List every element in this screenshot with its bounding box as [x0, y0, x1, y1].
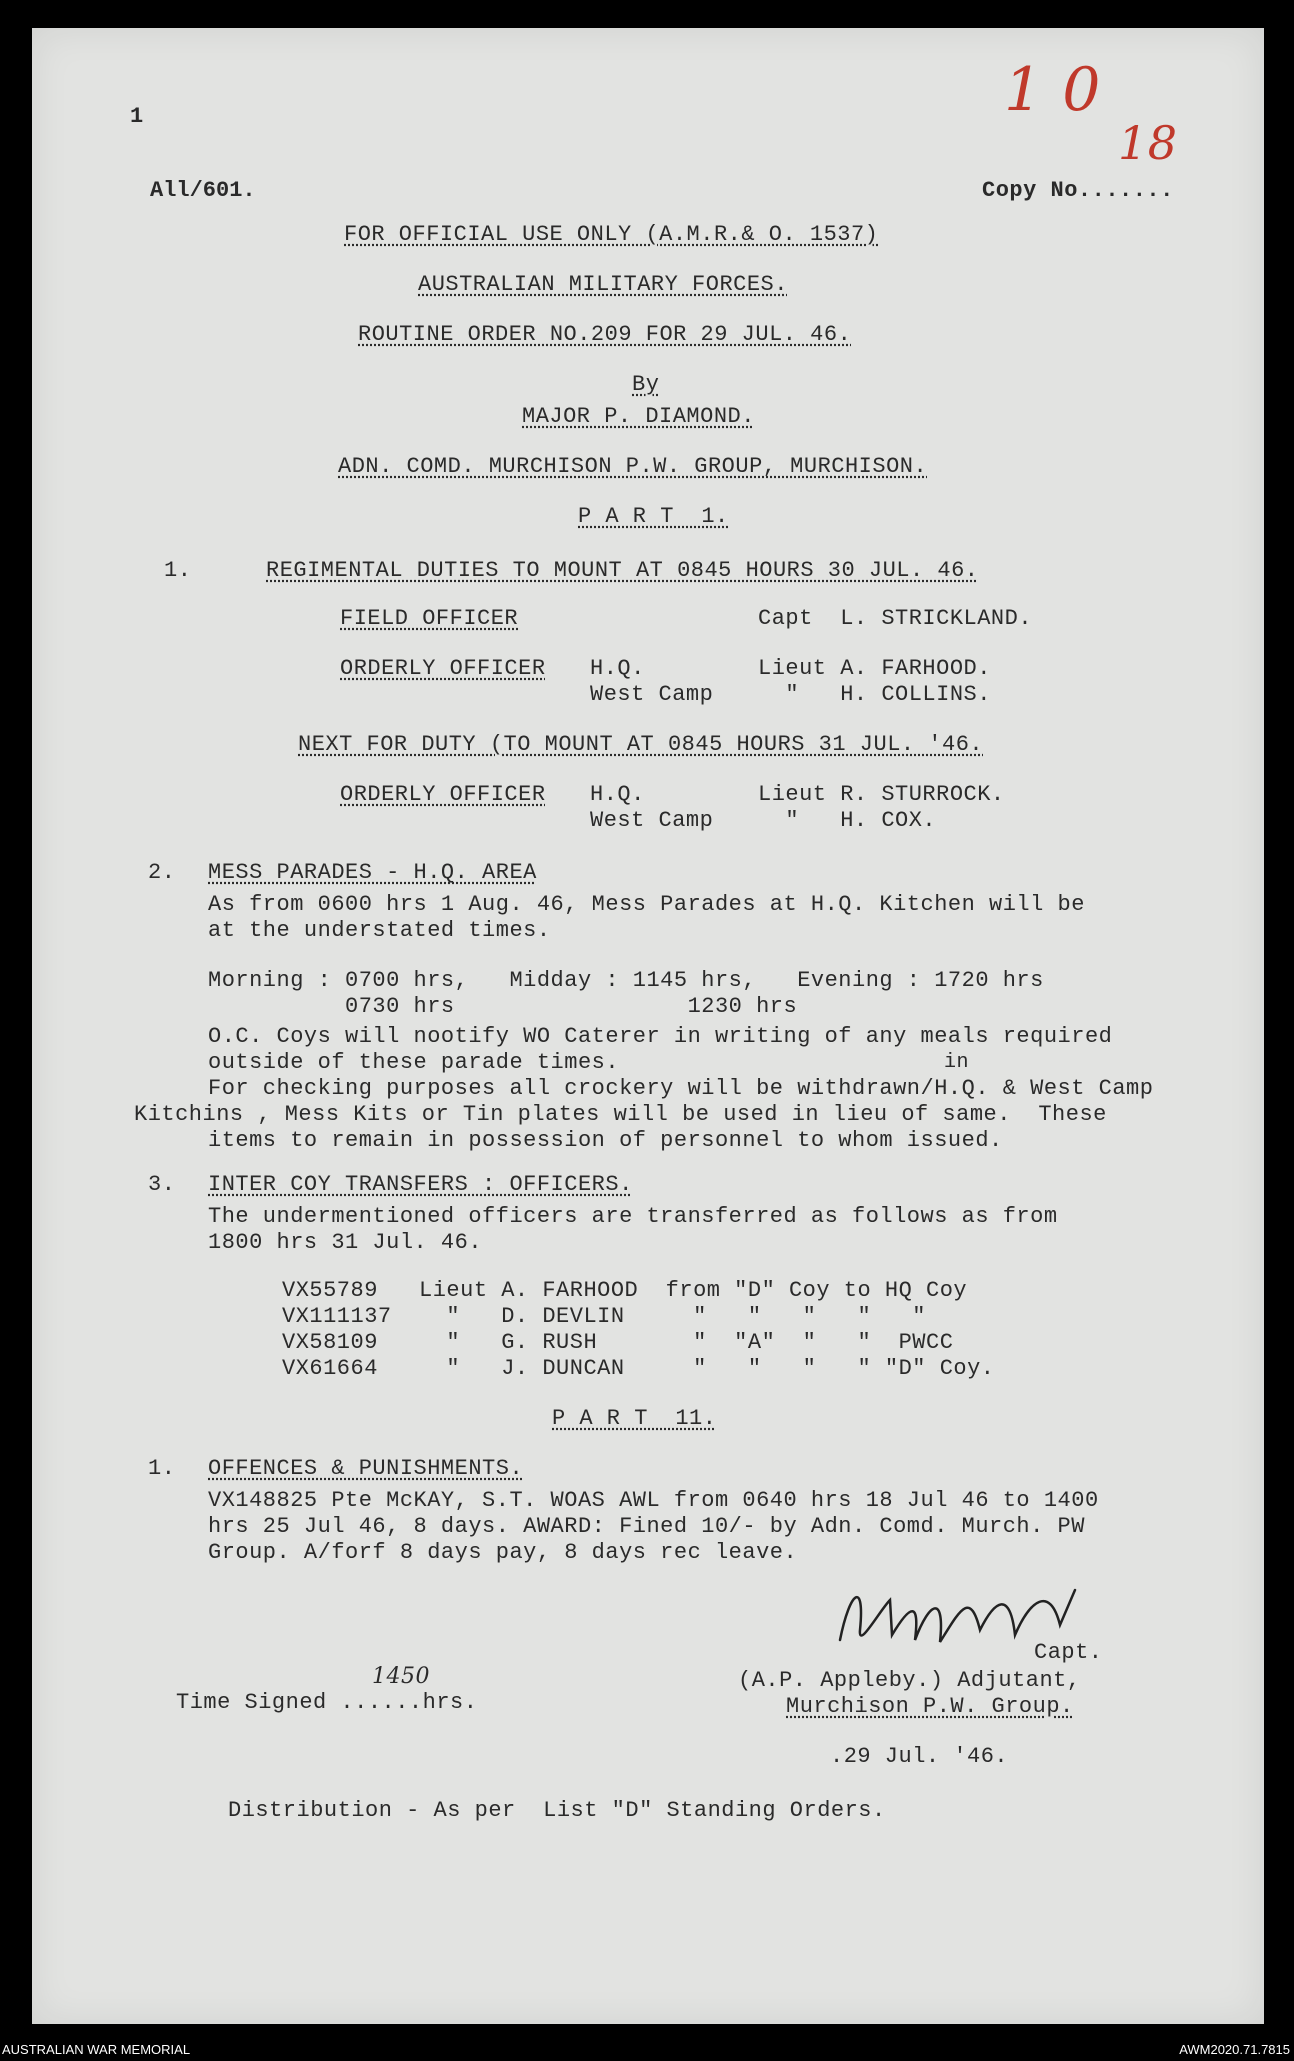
- title-major: MAJOR P. DIAMOND.: [522, 404, 755, 429]
- section-heading: MESS PARADES - H.Q. AREA: [208, 860, 537, 885]
- left-mark: 1: [130, 104, 144, 129]
- orderly-officer-label: ORDERLY OFFICER: [340, 782, 546, 807]
- paragraph-line: hrs 25 Jul 46, 8 days. AWARD: Fined 10/- by Adn. Comd. Murch. PW: [208, 1514, 1085, 1539]
- title-forces: AUSTRALIAN MILITARY FORCES.: [418, 272, 788, 297]
- paragraph-line: 1800 hrs 31 Jul. 46.: [208, 1230, 483, 1255]
- title-command: ADN. COMD. MURCHISON P.W. GROUP, MURCHISON.: [338, 454, 928, 479]
- copy-number: Copy No.......: [982, 178, 1174, 203]
- title-by: By: [632, 372, 660, 397]
- transfer-row: VX111137 " D. DEVLIN " " " " ": [282, 1304, 927, 1329]
- signature-date: .29 Jul. '46.: [830, 1744, 1009, 1769]
- orderly-location: H.Q.: [590, 656, 645, 681]
- paragraph-line: outside of these parade times.: [208, 1050, 620, 1075]
- orderly-location: West Camp: [590, 808, 714, 833]
- paragraph-line: VX148825 Pte McKAY, S.T. WOAS AWL from 0640 hrs 18 Jul 46 to 1400: [208, 1488, 1099, 1513]
- section-heading: REGIMENTAL DUTIES TO MOUNT AT 0845 HOURS 30 JUL. 46.: [266, 558, 979, 583]
- paragraph-line: For checking purposes all crockery will be withdrawn/H.Q. & West Camp: [208, 1076, 1154, 1101]
- signature-name: (A.P. Appleby.) Adjutant,: [738, 1668, 1081, 1693]
- next-duty-heading: NEXT FOR DUTY (TO MOUNT AT 0845 HOURS 31 JUL. '46.: [298, 732, 984, 757]
- section-number: 1.: [148, 1456, 176, 1481]
- orderly-officer-name: " H. COX.: [758, 808, 937, 833]
- orderly-officer-name: " H. COLLINS.: [758, 682, 991, 707]
- paragraph-line: items to remain in possession of personnel to whom issued.: [208, 1128, 1003, 1153]
- copy-number-handwritten: 18: [1118, 116, 1178, 170]
- field-officer-name: Capt L. STRICKLAND.: [758, 606, 1033, 631]
- paragraph-line: Group. A/forf 8 days pay, 8 days rec leave.: [208, 1540, 798, 1565]
- typed-insertion: in: [944, 1051, 970, 1074]
- orderly-location: H.Q.: [590, 782, 645, 807]
- time-signed-handwritten: 1450: [372, 1664, 430, 1689]
- orderly-location: West Camp: [590, 682, 714, 707]
- title-routine-order: ROUTINE ORDER NO.209 FOR 29 JUL. 46.: [358, 322, 852, 347]
- transfer-row: VX61664 " J. DUNCAN " " " " "D" Coy.: [282, 1356, 995, 1381]
- section-number: 1.: [164, 558, 192, 583]
- parade-times: 0730 hrs 1230 hrs: [208, 994, 798, 1019]
- orderly-officer-name: Lieut R. STURROCK.: [758, 782, 1005, 807]
- orderly-officer-name: Lieut A. FARHOOD.: [758, 656, 991, 681]
- section-number: 3.: [148, 1172, 176, 1197]
- paragraph-line: The undermentioned officers are transferred as follows as from: [208, 1204, 1058, 1229]
- page-number-handwritten: 1 0: [1004, 55, 1101, 125]
- field-officer-label: FIELD OFFICER: [340, 606, 519, 631]
- signature-rank: Capt.: [1034, 1640, 1103, 1665]
- part-2-heading: P A R T 11.: [552, 1406, 717, 1431]
- transfer-row: VX58109 " G. RUSH " "A" " " PWCC: [282, 1330, 954, 1355]
- orderly-officer-label: ORDERLY OFFICER: [340, 656, 546, 681]
- paragraph-line: at the understated times.: [208, 918, 551, 943]
- paragraph-line: Kitchins , Mess Kits or Tin plates will be used in lieu of same. These: [134, 1102, 1107, 1127]
- paragraph-line: O.C. Coys will nootify WO Caterer in writing of any meals required: [208, 1024, 1113, 1049]
- parade-times: Morning : 0700 hrs, Midday : 1145 hrs, Evening : 1720 hrs: [208, 968, 1044, 993]
- time-signed: Time Signed ......hrs.: [176, 1690, 478, 1715]
- reference-stamp: All/601.: [150, 178, 256, 203]
- section-heading: OFFENCES & PUNISHMENTS.: [208, 1456, 524, 1481]
- section-number: 2.: [148, 860, 176, 885]
- distribution-line: Distribution - As per List "D" Standing Orders.: [228, 1798, 886, 1823]
- transfer-row: VX55789 Lieut A. FARHOOD from "D" Coy to HQ Coy: [282, 1278, 968, 1303]
- title-official-use: FOR OFFICIAL USE ONLY (A.M.R.& O. 1537): [344, 222, 879, 247]
- part-1-heading: P A R T 1.: [578, 504, 729, 529]
- footer-reference: AWM2020.71.7815: [1179, 2042, 1290, 2057]
- paragraph-line: As from 0600 hrs 1 Aug. 46, Mess Parades at H.Q. Kitchen will be: [208, 892, 1085, 917]
- section-heading: INTER COY TRANSFERS : OFFICERS.: [208, 1172, 633, 1197]
- footer-archive-name: AUSTRALIAN WAR MEMORIAL: [2, 2042, 191, 2057]
- signature-group: Murchison P.W. Group.: [786, 1694, 1074, 1719]
